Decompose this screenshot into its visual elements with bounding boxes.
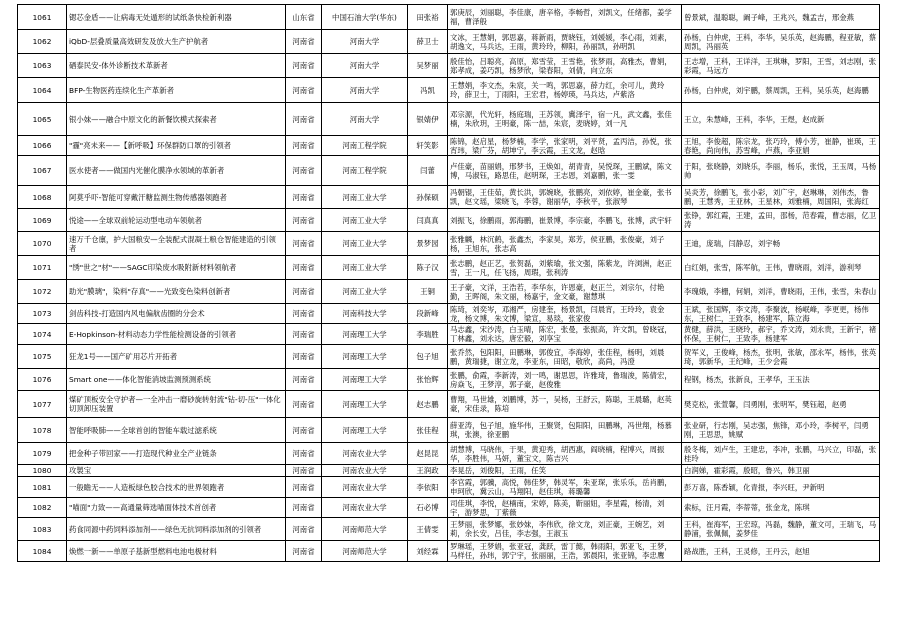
project-title: 硒泰民安-体外诊断技术革新者 bbox=[67, 54, 286, 78]
row-number: 1084 bbox=[18, 541, 67, 562]
teachers-cell: 白润娣，霍彩霞，殷昭，鲁兴，韩卫丽 bbox=[682, 465, 880, 477]
table-row bbox=[18, 256, 880, 280]
row-number: 1074 bbox=[18, 324, 67, 345]
school-cell: 河南农业大学 bbox=[322, 443, 408, 465]
school-cell: 河南工程学院 bbox=[322, 156, 408, 186]
row-number: 1068 bbox=[18, 186, 67, 209]
row-number: 1063 bbox=[18, 54, 67, 78]
table-row bbox=[18, 477, 880, 498]
teachers-cell: 吴炎芳，徐鹏飞，张小彩，刘广宇，赵琳琳，刘伟杰，鲁鹏，王慧秀，王亚林，王星林，刘雅楠，周国阳，张海红 bbox=[682, 186, 880, 209]
project-title: "绣"世之"材"——SAGC印染废水吸附新材料领航者 bbox=[67, 256, 286, 280]
members-cell: 马志鑫，宋沙涛，白玉晴，陈宏，张曼，张振高，许文凯，曾晓冠，丁林鑫，刘永达，唐宏毅，刘享宝 bbox=[448, 324, 682, 345]
project-title: 智能呼吸肺——全球首创的智能车载过滤系统 bbox=[67, 418, 286, 443]
members-cell: 张鹏，俞霞，李新涛，刘一鸣，谢思思，许雅琦，鲁瑞浚，陈倩宏，房焱飞，王梦淳，郭子豪，赵俊雅 bbox=[448, 369, 682, 391]
school-cell: 河南工业大学 bbox=[322, 186, 408, 209]
row-number: 1075 bbox=[18, 345, 67, 369]
members-cell: 张志鹏，赵正艺，张贺磊，刘紫瑜，张文强，陈紫龙，许浏洲，赵正雪，王一凡，任飞扬，周瑕，张利涛 bbox=[448, 256, 682, 280]
leader-cell: 张佳程 bbox=[408, 418, 448, 443]
school-cell: 河南大学 bbox=[322, 78, 408, 103]
leader-cell: 轩笑影 bbox=[408, 136, 448, 156]
table-row bbox=[18, 345, 880, 369]
members-cell: 司佳琪，李悦，赵楠南，宋婷，陈美，靳丽妞，李星霞，杨清，刘宇，游梦思，丁紫薇 bbox=[448, 498, 682, 518]
leader-cell: 包子旭 bbox=[408, 345, 448, 369]
school-cell: 中国石油大学(华东) bbox=[322, 5, 408, 30]
teachers-cell: 王迪，庞瑞，闫静忍，刘宇畅 bbox=[682, 232, 880, 256]
leader-cell: 薛卫士 bbox=[408, 30, 448, 54]
members-cell: 王梦丽，张梦娜，张妙妹，李伟欣，徐文龙，刘正豪，王婉艺，刘莉，余长安，吕佳，李志强，王淑玉 bbox=[448, 518, 682, 541]
members-cell: 邓宗源，代光轩，杨庭瑞，王苏领，冀泽宇，宿一凡，武文鑫，张佳楠，朱欣玥，王明豪，陈一喆，朱宸，麦晓婷，刘一凡 bbox=[448, 103, 682, 136]
province-cell: 河南省 bbox=[286, 498, 322, 518]
province-cell: 山东省 bbox=[286, 5, 322, 30]
project-title: 阿莫乎吓-智能可穿戴汗糖监测生物传感器领跑者 bbox=[67, 186, 286, 209]
leader-cell: 张怡辉 bbox=[408, 369, 448, 391]
row-number: 1064 bbox=[18, 78, 67, 103]
province-cell: 河南省 bbox=[286, 103, 322, 136]
project-title: 狂龙1号——国产矿用芯片开拓者 bbox=[67, 345, 286, 369]
leader-cell: 刘经霖 bbox=[408, 541, 448, 562]
teachers-cell: 王旭，李俊超，陈宗龙，张巧玲，傅小芳，崔静，崔瑛，王春艳，尚向伟，苏雪峰，卢燕，李亚娟 bbox=[682, 136, 880, 156]
leader-cell: 石必博 bbox=[408, 498, 448, 518]
members-cell: 王慧娟，李文杰，朱宸，关一鸣，郭思嘉，薛力红，余可儿，黄玲玲，薛卫士，丁雨阳，王宏君，杨婷瑛，马兵达，卢紫洛 bbox=[448, 78, 682, 103]
row-number: 1061 bbox=[18, 5, 67, 30]
row-number: 1078 bbox=[18, 418, 67, 443]
table-row bbox=[18, 518, 880, 541]
project-title: "喵面"力致——高通量筛选喵面体技术首创者 bbox=[67, 498, 286, 518]
members-cell: 胡慧博，马晓伟，于果，黄迎秀，胡西惠，阎晓楠，程博兴，周振华，李胜伟，马妍，董宝文，陈吉兴 bbox=[448, 443, 682, 465]
members-cell: 张雅麟，林沉鹤，张鑫杰，李家昊，郑芳，侯亚鹏，张俊豪，刘子杨，王旭东，张志高 bbox=[448, 232, 682, 256]
school-cell: 河南理工大学 bbox=[322, 391, 408, 418]
leader-cell: 王倩雯 bbox=[408, 518, 448, 541]
members-cell: 卢佳豪，苗丽娟，邢梦书，王焕如，胡青青，吴悦琛，王鹏斌，陈文博，马淑钰，路思佳，赵明琛，王志恩，刘嘉鹏，张一雯 bbox=[448, 156, 682, 186]
project-title: 助光"膜璃"，染料"存真"——光致变色染料创新者 bbox=[67, 280, 286, 304]
project-title: E-Hopkinson-材料动态力学性能检测设备的引领者 bbox=[67, 324, 286, 345]
teachers-cell: 殷冬梅，刘卢生，王建忠，李冲，张鹏，马兴立，印磊，张桂玲 bbox=[682, 443, 880, 465]
row-number: 1071 bbox=[18, 256, 67, 280]
table-row bbox=[18, 498, 880, 518]
project-title: 剑齿科技-打造国内风电偏航齿圈的分会术 bbox=[67, 304, 286, 324]
row-number: 1065 bbox=[18, 103, 67, 136]
teachers-cell: 王科，崔海军，王宏琼，冯磊，魏静，董文可，王瑞飞，马静浦，张佩佩，姜梦佳 bbox=[682, 518, 880, 541]
teachers-cell: 王斌，张国辉，李文涛，李聚波，杨岷峰，李更更，杨伟东，王树仁，王致李，杨建军，陈立海 bbox=[682, 304, 880, 324]
school-cell: 河南师范大学 bbox=[322, 541, 408, 562]
province-cell: 河南省 bbox=[286, 369, 322, 391]
leader-cell: 闫蕾 bbox=[408, 156, 448, 186]
school-cell: 河南农业大学 bbox=[322, 498, 408, 518]
leader-cell: 闫真真 bbox=[408, 209, 448, 232]
school-cell: 河南农业大学 bbox=[322, 477, 408, 498]
teachers-cell: 彭万喜，陈香颖，化青报，李兴旺，尹新明 bbox=[682, 477, 880, 498]
province-cell: 河南省 bbox=[286, 232, 322, 256]
leader-cell: 田张裕 bbox=[408, 5, 448, 30]
province-cell: 河南省 bbox=[286, 518, 322, 541]
row-number: 1069 bbox=[18, 209, 67, 232]
members-cell: 刘振飞，徐鹏雨，郭海鹏，崔景博，李宗豪，李鹏飞，张博，武宇轩 bbox=[448, 209, 682, 232]
leader-cell: 景梦园 bbox=[408, 232, 448, 256]
table-row bbox=[18, 418, 880, 443]
members-cell: 张乔然，包阳阳，田鹏琳，郭俊宜，李海婷，张佳程，杨明，刘晨鹏，黄瑞捷，谢立龙，李亚东，田昭，敬欣，高尚，冯澄 bbox=[448, 345, 682, 369]
members-cell: 曹翔，马世雄，刘鹏博，苏一，吴杨，王舒云，陈聪，王晨璐，赵英豪，宋佳录，陈培 bbox=[448, 391, 682, 418]
document-page bbox=[17, 4, 879, 562]
table-row bbox=[18, 391, 880, 418]
teachers-cell: 白红娟，张雪，陈军航，王伟，曹晓雨，刘洋，游利琴 bbox=[682, 256, 880, 280]
members-cell: 陈琦，刘奕岑，邓湘严，房建奎，杨景凯，闫晨宵，王玲玲，袁金龙，杨文博，朱文博，梁宣，易琰，张家俊 bbox=[448, 304, 682, 324]
row-number: 1066 bbox=[18, 136, 67, 156]
table-row bbox=[18, 78, 880, 103]
project-title: 一般瞻无——人造板绿色胶合技术的世界领跑者 bbox=[67, 477, 286, 498]
project-title: iQbD-层叠质量高效研发及放大生产护航者 bbox=[67, 30, 286, 54]
table-row bbox=[18, 324, 880, 345]
project-title: 煤矿顶板安全守护者—一全冲击一磨砂旋转射流"钻-切-压"一体化切顶卸压装置 bbox=[67, 391, 286, 418]
school-cell: 河南工程学院 bbox=[322, 136, 408, 156]
table-row bbox=[18, 103, 880, 136]
province-cell: 河南省 bbox=[286, 477, 322, 498]
province-cell: 河南省 bbox=[286, 418, 322, 443]
row-number: 1082 bbox=[18, 498, 67, 518]
teachers-cell: 索标，汪月霞，李蒂蒂，张金龙，陈琪 bbox=[682, 498, 880, 518]
project-title: 锶芯金盾——让病毒无处遁形的试纸条快检新利器 bbox=[67, 5, 286, 30]
table-row bbox=[18, 443, 880, 465]
province-cell: 河南省 bbox=[286, 78, 322, 103]
teachers-cell: 孙杨，白仲虎，王科，李华，吴乐英，赵海鹏，程亚敏，蔡周凯，冯丽英 bbox=[682, 30, 880, 54]
province-cell: 河南省 bbox=[286, 304, 322, 324]
school-cell: 河南工业大学 bbox=[322, 256, 408, 280]
table-row bbox=[18, 209, 880, 232]
row-number: 1070 bbox=[18, 232, 67, 256]
school-cell: 河南理工大学 bbox=[322, 324, 408, 345]
province-cell: 河南省 bbox=[286, 186, 322, 209]
leader-cell: 冯凯 bbox=[408, 78, 448, 103]
province-cell: 河南省 bbox=[286, 54, 322, 78]
project-title: BFP-生物医药连续化生产革新者 bbox=[67, 78, 286, 103]
project-title: 攻製宝 bbox=[67, 465, 286, 477]
province-cell: 河南省 bbox=[286, 256, 322, 280]
province-cell: 河南省 bbox=[286, 30, 322, 54]
table-row bbox=[18, 186, 880, 209]
members-cell: 罗琳瑶，王梦娟，张亚冠，龚跃，雷丁懿，韩雨阳，郭亚飞，王梦，马样任，孙玮，郭宁宇，张丽丽，王浩，郭晨阳，张亚锦，李忠鹰 bbox=[448, 541, 682, 562]
leader-cell: 王润政 bbox=[408, 465, 448, 477]
project-title: 药食同源中药饲料添加剂——绿色无抗饲料添加剂的引领者 bbox=[67, 518, 286, 541]
table-row bbox=[18, 54, 880, 78]
school-cell: 河南理工大学 bbox=[322, 418, 408, 443]
teachers-cell: 李瑰娥，李栅，何娟，刘洋，曹晓雨，王伟，张雪，朱春山 bbox=[682, 280, 880, 304]
table-row bbox=[18, 232, 880, 256]
project-title: 银小妹——融合中原文化的新餐饮模式探索者 bbox=[67, 103, 286, 136]
teachers-cell: 程钢，杨杰，张新良，王孝华，王玉法 bbox=[682, 369, 880, 391]
project-title: "霾"亮未来——【新呼吸】环保群防口罩的引领者 bbox=[67, 136, 286, 156]
members-cell: 陈锦，赵启星，杨梦楠，李学，张家明，刘平贤，孟丙洁，孙悦，张宵玮，梁广芬，胡坤宁，李云霞，王文龙，赵晗 bbox=[448, 136, 682, 156]
leader-cell: 段新峰 bbox=[408, 304, 448, 324]
leader-cell: 陈子汉 bbox=[408, 256, 448, 280]
table-row bbox=[18, 5, 880, 30]
province-cell: 河南省 bbox=[286, 465, 322, 477]
school-cell: 河南大学 bbox=[322, 54, 408, 78]
row-number: 1076 bbox=[18, 369, 67, 391]
members-cell: 李晃岳，刘俊阳，王雨，任笑 bbox=[448, 465, 682, 477]
members-cell: 冯朝锟，王佳茹，黄长洪，郭婉晓，张鹏亮，刘依婷，崔金豪，张书凯，赵文瑶，梁晓飞，李蓉，谢丽华，李秋平，张淑琴 bbox=[448, 186, 682, 209]
teachers-cell: 张业研，行志刚，吴志强，焦锋，邓小玲，李树平，闫勇刚，王思思，姚赋 bbox=[682, 418, 880, 443]
members-cell: 殷佳怡，吕聪亮，高原，郑雪莹，王雪艳，张梦雨，高雅杰，曹娟，郑孝成，姜巧凯，杨梦欣，梁春阳，刘倩，向立东 bbox=[448, 54, 682, 78]
leader-cell: 李依阳 bbox=[408, 477, 448, 498]
row-number: 1081 bbox=[18, 477, 67, 498]
school-cell: 河南农业大学 bbox=[322, 465, 408, 477]
school-cell: 河南师范大学 bbox=[322, 518, 408, 541]
row-number: 1072 bbox=[18, 280, 67, 304]
province-cell: 河南省 bbox=[286, 345, 322, 369]
teachers-cell: 黄健，薛洪，王晓玲，郝宇，乔文涛，刘永贵，王新宇，褚怀保，王树仁，王致李，杨建军 bbox=[682, 324, 880, 345]
province-cell: 河南省 bbox=[286, 280, 322, 304]
members-cell: 王子豪，文洋，王浩若，李华东，许恩豪，赵正兰，刘宗尔，付艳勤，王晖阁，朱文丽，杨嘉宇，金文豪，谢慧琪 bbox=[448, 280, 682, 304]
project-table bbox=[17, 4, 880, 562]
teachers-cell: 贺军义，王俊峰，杨杰，张明，张敏，邵永军，杨伟，张英琦，郭新华，王纪峰，王少会霞 bbox=[682, 345, 880, 369]
project-title: 医水使者——做国内光催化膜净水领域的革新者 bbox=[67, 156, 286, 186]
table-row bbox=[18, 304, 880, 324]
leader-cell: 赵昆昆 bbox=[408, 443, 448, 465]
row-number: 1077 bbox=[18, 391, 67, 418]
school-cell: 河南大学 bbox=[322, 103, 408, 136]
project-title: Smart one——体化智能消坡监测预测系统 bbox=[67, 369, 286, 391]
row-number: 1083 bbox=[18, 518, 67, 541]
table-row bbox=[18, 465, 880, 477]
teachers-cell: 孙杨，白仲虎，刘宇鹏，蔡周凯，王科，吴乐英，赵海鹏 bbox=[682, 78, 880, 103]
school-cell: 河南工业大学 bbox=[322, 232, 408, 256]
table-row bbox=[18, 30, 880, 54]
school-cell: 河南理工大学 bbox=[322, 369, 408, 391]
province-cell: 河南省 bbox=[286, 391, 322, 418]
project-title: 把金种子带回家——打造现代种业全产业链条 bbox=[67, 443, 286, 465]
row-number: 1073 bbox=[18, 304, 67, 324]
row-number: 1067 bbox=[18, 156, 67, 186]
row-number: 1080 bbox=[18, 465, 67, 477]
province-cell: 河南省 bbox=[286, 209, 322, 232]
leader-cell: 孙保硕 bbox=[408, 186, 448, 209]
members-cell: 文冰，王慧娟，郭思嘉，蒋新雨，贾晓钰，刘媛媛，李心雨，刘素，胡逸文，马兵达，王雨，黄玲玲，柳阳，孙丽凯，孙明凯 bbox=[448, 30, 682, 54]
table-row bbox=[18, 136, 880, 156]
members-cell: 郭庚辰，刘丽聪，李佳康，唐辛格，李畅哲，刘凯文，任绪都，姜学福，曹泽般 bbox=[448, 5, 682, 30]
leader-cell: 李瑞胜 bbox=[408, 324, 448, 345]
row-number: 1062 bbox=[18, 30, 67, 54]
table-row bbox=[18, 369, 880, 391]
members-cell: 薛亚涛，包子旭，施华伟，王聚贤，包阳阳，田鹏琳，冯世翔，杨慕琪，张澳，徐亚鹏 bbox=[448, 418, 682, 443]
members-cell: 李官霞，郭骥，高悦，韩佳梦，韩灵军，朱亚琛，张乐乐，岳肖鹏，申珂欣，冀云山，马翔阳，赵佳琪，蒋璐馨 bbox=[448, 477, 682, 498]
table-row bbox=[18, 156, 880, 186]
province-cell: 河南省 bbox=[286, 324, 322, 345]
school-cell: 河南理工大学 bbox=[322, 345, 408, 369]
project-title: 速万千仓廪，护大国粮安—全装配式混凝土粮仓智能建造的引领者 bbox=[67, 232, 286, 256]
table-row bbox=[18, 280, 880, 304]
leader-cell: 赵志鹏 bbox=[408, 391, 448, 418]
teachers-cell: 王志增，王科，王详洋，王琪琳，罗阳，王雪，刘志刚，张彩霞，马远方 bbox=[682, 54, 880, 78]
teachers-cell: 樊克松，张萱馨，闫勇刚，张明军，樊钰超，赵勇 bbox=[682, 391, 880, 418]
province-cell: 河南省 bbox=[286, 136, 322, 156]
province-cell: 河南省 bbox=[286, 156, 322, 186]
province-cell: 河南省 bbox=[286, 541, 322, 562]
province-cell: 河南省 bbox=[286, 443, 322, 465]
table-row bbox=[18, 541, 880, 562]
leader-cell: 吴梦丽 bbox=[408, 54, 448, 78]
school-cell: 河南工业大学 bbox=[322, 280, 408, 304]
teachers-cell: 于阳，张晓静，刘晓乐，李丽，杨乐，张悦，王玉周，马杨帅 bbox=[682, 156, 880, 186]
project-title: 悦途——全球双前轮运动型电动车领航者 bbox=[67, 209, 286, 232]
row-number: 1079 bbox=[18, 443, 67, 465]
leader-cell: 王铜 bbox=[408, 280, 448, 304]
school-cell: 河南大学 bbox=[322, 30, 408, 54]
school-cell: 河南工业大学 bbox=[322, 209, 408, 232]
school-cell: 河南科技大学 bbox=[322, 304, 408, 324]
leader-cell: 银婧伊 bbox=[408, 103, 448, 136]
teachers-cell: 曾景斌，温聪聪，阚子峰，王兆兴，魏孟吉，邢金燕 bbox=[682, 5, 880, 30]
teachers-cell: 张铮，郭红霞，王建，孟田，邵杨，范春霞，曹志丽，亿卫涛 bbox=[682, 209, 880, 232]
project-title: 焕燃一新——单原子基新型燃料电池电极材料 bbox=[67, 541, 286, 562]
teachers-cell: 路战胜，王科，王灵修，王丹云，赵旭 bbox=[682, 541, 880, 562]
teachers-cell: 王立，朱慧峰，王科，李华，王煜，赵成新 bbox=[682, 103, 880, 136]
